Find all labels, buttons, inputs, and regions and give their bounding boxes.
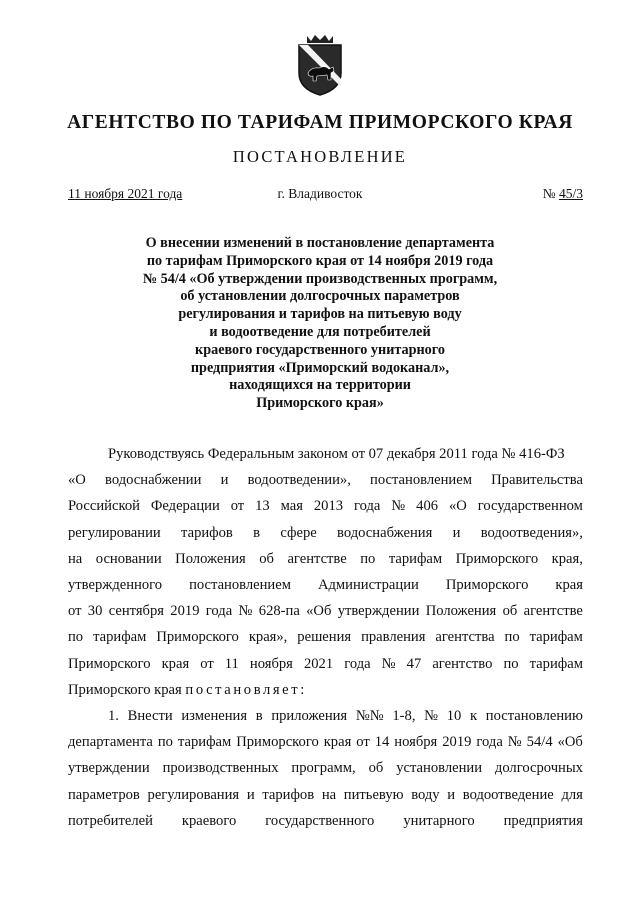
- word: долгосрочных: [494, 760, 583, 777]
- title-line: предприятия «Приморский водоканал»,: [190, 359, 450, 376]
- word: тарифам: [177, 734, 232, 751]
- word: регулирования: [147, 786, 240, 803]
- word: тарифам: [529, 655, 583, 672]
- word: утверждении: [68, 760, 150, 777]
- title-line: и водоотведение для потребителей: [209, 323, 431, 340]
- word: года: [476, 734, 503, 751]
- word: правления: [361, 629, 426, 646]
- word: об: [502, 603, 518, 620]
- word: и: [220, 472, 229, 489]
- document-number-prefix: №: [542, 186, 559, 201]
- word: изменения: [181, 708, 248, 725]
- word: водоснабжения: [337, 524, 433, 541]
- word: по: [504, 629, 520, 646]
- word: для: [561, 786, 583, 803]
- word: «Об: [557, 734, 583, 751]
- word: об: [368, 760, 384, 777]
- word: тарифам: [529, 629, 583, 646]
- document-body: [68, 441, 583, 834]
- word: края: [161, 655, 190, 672]
- body-line: [68, 703, 583, 729]
- word: 406: [416, 498, 439, 515]
- word: в: [253, 524, 261, 541]
- word: по: [68, 629, 84, 646]
- word: потребителей: [68, 812, 153, 829]
- document-date: 11 ноября 2021 года: [68, 186, 183, 201]
- word: тарифов: [262, 786, 315, 803]
- word: агентства: [435, 629, 495, 646]
- word: постановлением: [189, 577, 291, 594]
- word: производственных: [162, 760, 279, 777]
- body-line: [68, 572, 583, 598]
- word: питьевую: [343, 786, 404, 803]
- word: утверждении: [337, 603, 420, 620]
- word: к: [470, 708, 478, 725]
- word: водоотведении»,: [247, 472, 351, 489]
- title-line: Приморского края»: [256, 395, 384, 412]
- word: №№: [355, 708, 384, 725]
- word: 2019: [170, 603, 200, 620]
- word: водоотведения»,: [480, 524, 583, 541]
- word: 2013: [313, 498, 344, 515]
- document-city: г. Владивосток: [277, 186, 363, 201]
- word: «О: [68, 472, 86, 489]
- word: 14: [374, 734, 390, 751]
- word: агентство: [432, 655, 493, 672]
- word: на: [68, 550, 83, 567]
- word: года: [353, 498, 381, 515]
- word: тарифам: [388, 550, 443, 567]
- body-text: Приморского края: [68, 681, 182, 698]
- word: ноября: [394, 734, 438, 751]
- word: края: [323, 734, 352, 751]
- word: и: [246, 786, 255, 803]
- word: Внести: [127, 708, 173, 725]
- word: водоснабжении: [105, 472, 202, 489]
- word: от: [230, 498, 245, 515]
- word: края»,: [248, 629, 288, 646]
- agency-name: АГЕНТСТВО ПО ТАРИФАМ ПРИМОРСКОГО КРАЯ: [67, 112, 573, 133]
- word: «О: [448, 498, 467, 515]
- word: 628-па: [258, 603, 300, 620]
- word: края,: [551, 550, 583, 567]
- word: №: [381, 655, 396, 672]
- word: по: [157, 734, 173, 751]
- word: унитарного: [403, 812, 475, 829]
- word: и: [452, 524, 461, 541]
- body-line: [68, 651, 583, 677]
- word: сентября: [108, 603, 164, 620]
- spaced-verb: постановляет:: [185, 681, 307, 698]
- body-line: [68, 493, 583, 519]
- word: 13: [255, 498, 270, 515]
- word: Администрации: [317, 577, 419, 594]
- body-line: [68, 598, 583, 624]
- body-line: [68, 467, 583, 493]
- word: по: [360, 550, 376, 567]
- word: «Об: [306, 603, 332, 620]
- word: Приморского: [156, 629, 239, 646]
- word: от: [356, 734, 370, 751]
- word: Приморского: [445, 577, 529, 594]
- word: решения: [297, 629, 352, 646]
- word: 2021: [303, 655, 334, 672]
- word: агентстве: [287, 550, 347, 567]
- body-line: [68, 755, 583, 781]
- body-line: [68, 782, 583, 808]
- title-line: по тарифам Приморского края от 14 ноября 2019 года: [146, 252, 494, 269]
- word: 30: [87, 603, 103, 620]
- word: Федерации: [150, 498, 220, 515]
- word: тарифам: [93, 629, 147, 646]
- word: программ,: [291, 760, 356, 777]
- body-line: [68, 624, 583, 650]
- word: 2019: [442, 734, 472, 751]
- word: утвержденного: [68, 577, 163, 594]
- word: №: [238, 603, 253, 620]
- word: Российской: [68, 498, 140, 515]
- word: на: [321, 786, 337, 803]
- word: сфере: [280, 524, 317, 541]
- word: №: [424, 708, 439, 725]
- word: от: [68, 603, 82, 620]
- body-line: [68, 677, 583, 703]
- word: 10: [446, 708, 462, 725]
- title-line: № 54/4 «Об утверждении производственных программ,: [142, 270, 498, 287]
- word: №: [507, 734, 522, 751]
- body-line: [68, 808, 583, 834]
- word: постановлению: [485, 708, 583, 725]
- word: 1-8,: [392, 708, 416, 725]
- document-number-value: 45/3: [558, 186, 583, 201]
- word: тарифов: [181, 524, 233, 541]
- word: года: [344, 655, 371, 672]
- word: 54/4: [526, 734, 553, 751]
- document-title: [100, 235, 540, 413]
- word: об: [259, 550, 274, 567]
- word: №: [391, 498, 406, 515]
- word: Приморского: [455, 550, 539, 567]
- word: в: [255, 708, 263, 725]
- coat-of-arms-icon: [293, 33, 347, 97]
- word: постановлением: [370, 472, 472, 489]
- word: и: [447, 786, 456, 803]
- word: государственного: [265, 812, 375, 829]
- word: параметров: [68, 786, 140, 803]
- title-line: об установлении долгосрочных параметров: [180, 288, 460, 305]
- word: Приморского: [68, 655, 151, 672]
- word: приложения: [271, 708, 348, 725]
- word: краевого: [181, 812, 237, 829]
- word: Приморского: [236, 734, 319, 751]
- word: Правительства: [491, 472, 583, 489]
- body-line: [68, 520, 583, 546]
- word: 11: [224, 655, 239, 672]
- word: Положения: [425, 603, 497, 620]
- document-type: ПОСТАНОВЛЕНИЕ: [232, 147, 408, 166]
- title-line: регулирования и тарифов на питьевую воду: [178, 306, 462, 323]
- title-line: краевого государственного унитарного: [195, 341, 445, 358]
- word: воду: [411, 786, 440, 803]
- word: 1.: [108, 708, 119, 725]
- word: регулировании: [68, 524, 161, 541]
- word: 47: [406, 655, 422, 672]
- word: основании: [95, 550, 162, 567]
- word: Положения: [175, 550, 246, 567]
- word: предприятия: [503, 812, 583, 829]
- word: по: [503, 655, 519, 672]
- word: водоотведение: [462, 786, 554, 803]
- word: департамента: [68, 734, 153, 751]
- word: установлении: [396, 760, 483, 777]
- word: года: [205, 603, 233, 620]
- body-line: [68, 546, 583, 572]
- word: мая: [280, 498, 303, 515]
- title-line: О внесении изменений в постановление департамента: [145, 235, 495, 251]
- document-number: [543, 186, 583, 202]
- body-line: Руководствуясь Федеральным законом от 07 декабря 2011 года № 416-ФЗ: [108, 446, 565, 462]
- word: государственном: [477, 498, 583, 515]
- word: агентстве: [523, 603, 583, 620]
- word: от: [200, 655, 214, 672]
- title-line: находящихся на территории: [229, 377, 411, 394]
- word: края: [555, 577, 583, 594]
- body-line: [68, 729, 583, 755]
- word: ноября: [249, 655, 293, 672]
